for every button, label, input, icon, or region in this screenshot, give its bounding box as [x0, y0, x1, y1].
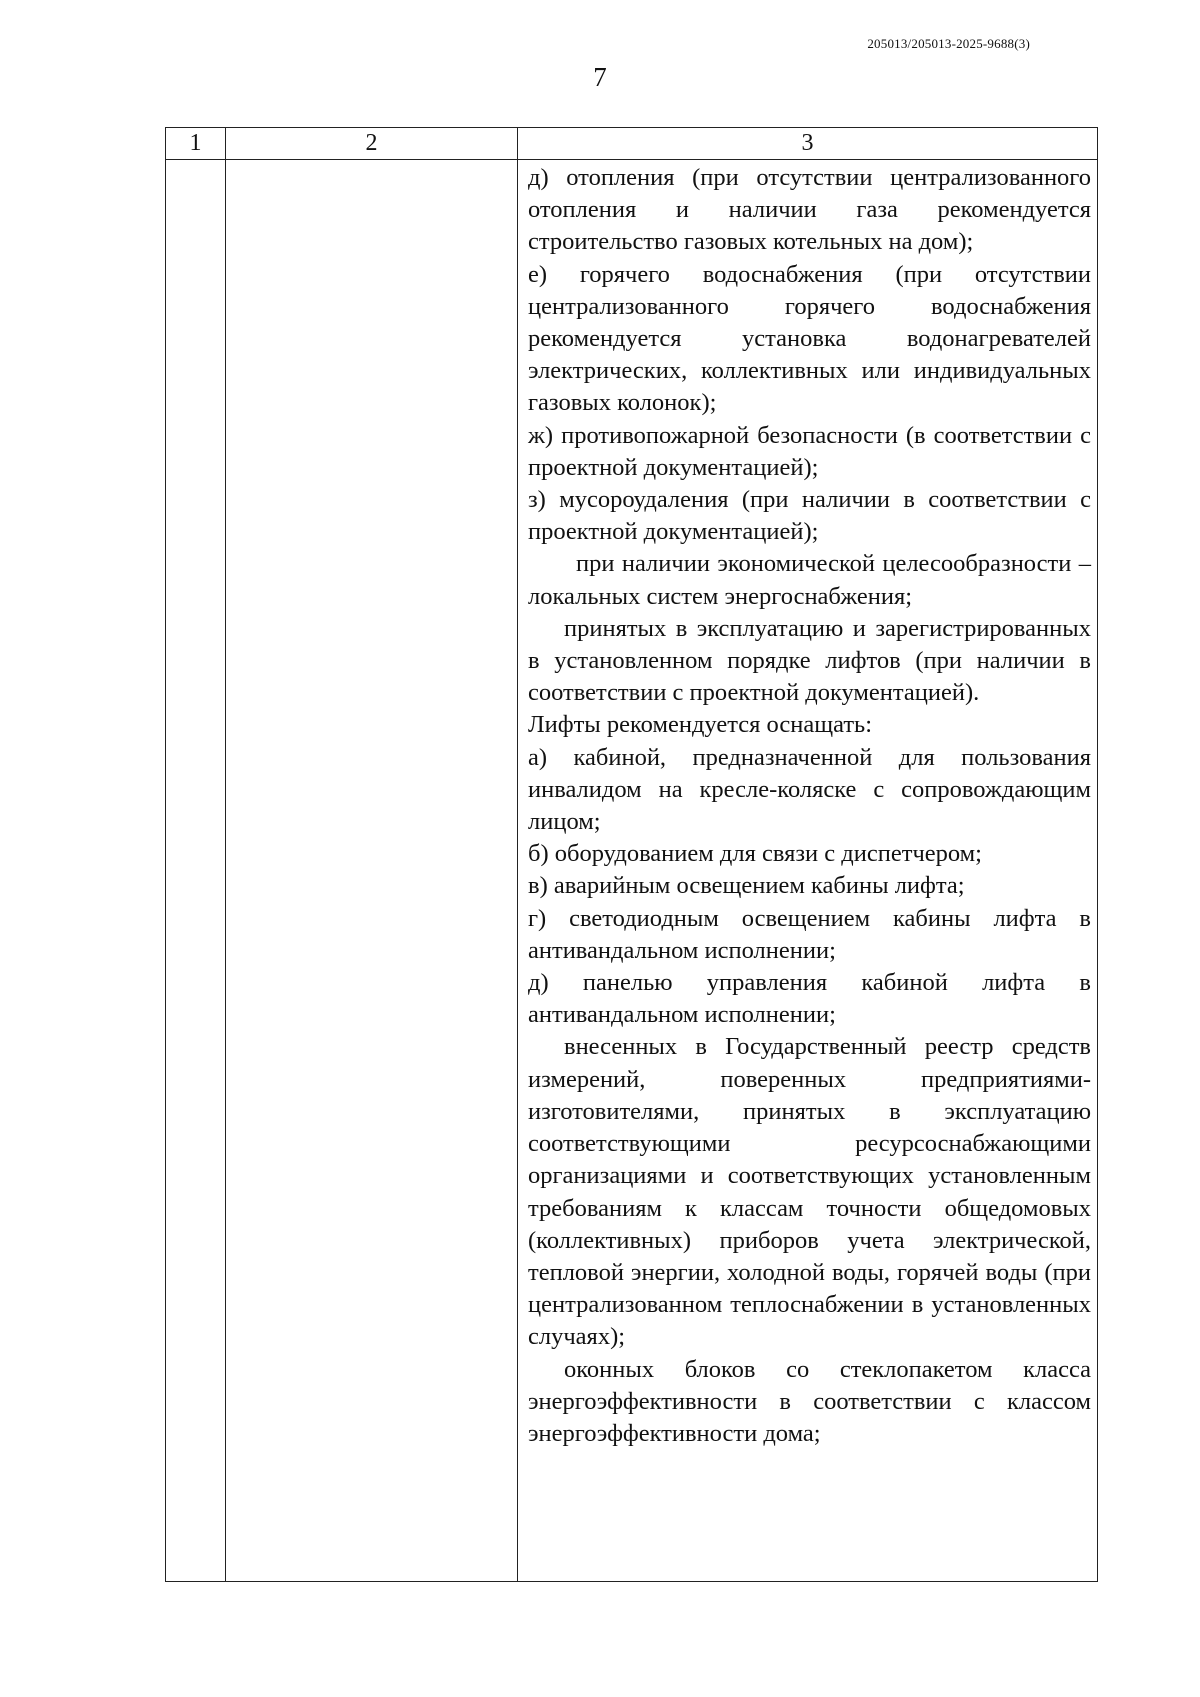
paragraph: ж) противопожарной безопасности (в соответствии с проектной документацией); [528, 421, 1091, 481]
cell-column-3 [518, 160, 1098, 1582]
cell-column-1 [166, 160, 226, 1582]
column-header-3: 3 [518, 128, 1098, 160]
column-header-1: 1 [166, 128, 226, 160]
requirements-text [518, 160, 1097, 1450]
table-row [166, 160, 1098, 1582]
cell-column-2 [226, 160, 518, 1582]
paragraph: внесенных в Государственный реестр средств измерений, поверенных предприятиями-изготовителями, принятых в эксплуатацию соответствующими ресурсоснабжающими организациями и соответствующих установленным требованиям к классам точности общедомовых (коллективных) приборов учета электрической, тепловой энергии, холодной воды, горячей воды (при централизованном теплоснабжении в установленных случаях); [528, 1033, 1091, 1351]
paragraph: принятых в эксплуатацию и зарегистрированных в установленном порядке лифтов (при наличии в соответствии с проектной документацией). [528, 614, 1091, 707]
page-number: 7 [593, 62, 607, 92]
paragraph: б) оборудованием для связи с диспетчером; [528, 840, 982, 868]
paragraph: з) мусороудаления (при наличии в соответствии с проектной документацией); [528, 486, 1091, 546]
paragraph: д) отопления (при отсутствии централизованного отопления и наличии газа рекомендуется строительство газовых котельных на дом); [528, 164, 1091, 256]
requirements-table [165, 127, 1098, 1582]
paragraph: Лифты рекомендуется оснащать: [528, 711, 873, 739]
paragraph: а) кабиной, предназначенной для пользования инвалидом на кресле-коляске с сопровождающим лицом; [528, 743, 1091, 836]
table-header-row [166, 128, 1098, 160]
paragraph: в) аварийным освещением кабины лифта; [528, 872, 965, 900]
paragraph: д) панелью управления кабиной лифта в антивандальном исполнении; [528, 969, 1091, 1029]
column-header-2: 2 [226, 128, 518, 160]
paragraph: при наличии экономической целесообразности – локальных систем энергоснабжения; [528, 550, 1091, 610]
paragraph: г) светодиодным освещением кабины лифта в антивандальном исполнении; [528, 904, 1091, 964]
document-reference: 205013/205013-2025-9688(3) [867, 36, 1030, 51]
paragraph: оконных блоков со стеклопакетом класса энергоэффективности в соответствии с классом энергоэффективности дома; [528, 1355, 1091, 1447]
paragraph: е) горячего водоснабжения (при отсутствии централизованного горячего водоснабжения рекомендуется установка водонагревателей электрических, коллективных или индивидуальных газовых колонок); [528, 260, 1091, 417]
